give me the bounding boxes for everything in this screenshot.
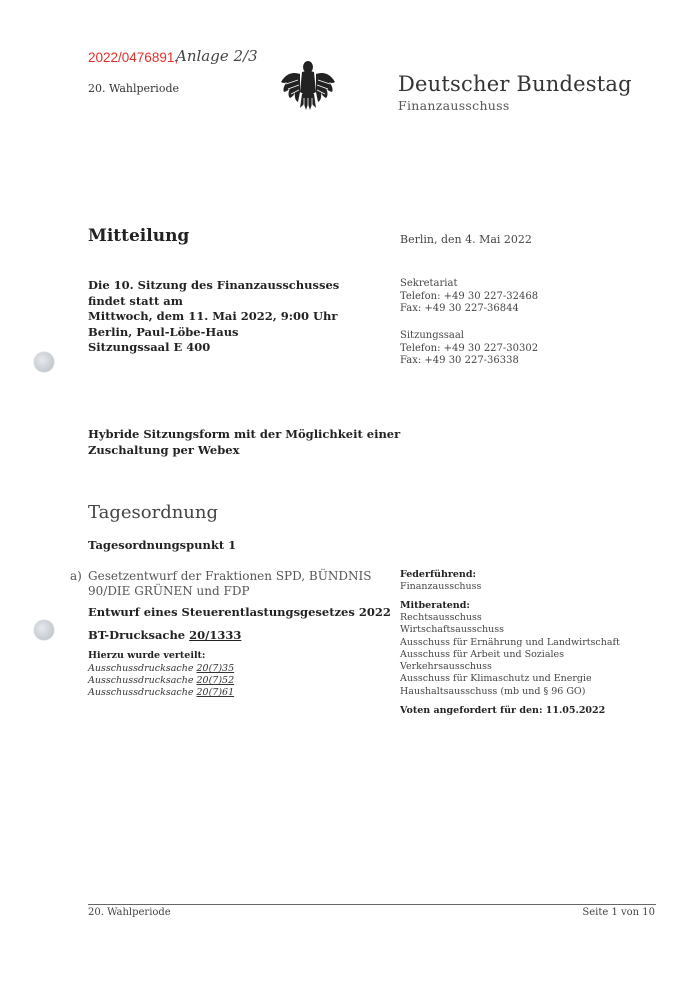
footer-period: 20. Wahlperiode — [88, 907, 171, 918]
bt-drucksache — [88, 628, 241, 642]
distributed-item — [88, 675, 234, 687]
co-committee-item: Ausschuss für Arbeit und Soziales — [400, 648, 565, 660]
punch-hole — [34, 352, 54, 372]
room-phone: Telefon: +49 30 227-30302 — [400, 342, 539, 354]
distributed-ref-link[interactable]: 20(7)61 — [196, 687, 235, 698]
notice-date: Berlin, den 4. Mai 2022 — [400, 233, 532, 246]
bt-drucksache-label: BT-Drucksache — [88, 628, 186, 642]
distributed-prefix: Ausschussdrucksache — [88, 663, 194, 674]
period-label: 20. Wahlperiode — [88, 82, 180, 95]
agenda-item-line: Gesetzentwurf der Fraktionen SPD, BÜNDNIS — [88, 569, 372, 583]
distributed-prefix: Ausschussdrucksache — [88, 687, 194, 698]
agenda-item-heading: Tagesordnungspunkt 1 — [88, 538, 237, 552]
secretariat-label: Sekretariat — [400, 278, 458, 289]
distributed-item — [88, 687, 234, 699]
distributed-list — [88, 663, 234, 699]
secretariat-fax: Fax: +49 30 227-36844 — [400, 303, 519, 314]
agenda-item-title: Entwurf eines Steuerentlastungsgesetzes 2022 — [88, 605, 391, 619]
federal-eagle-icon — [278, 58, 338, 114]
session-line: Die 10. Sitzung des Finanzausschusses — [88, 278, 340, 292]
stamp-number: 2022/0476891, — [88, 50, 179, 65]
session-line: Sitzungssaal E 400 — [88, 340, 211, 354]
stamp-handwritten-annotation: Anlage 2/3 — [176, 47, 258, 65]
agenda-title: Tagesordnung — [88, 502, 219, 523]
bt-drucksache-link[interactable]: 20/1333 — [189, 628, 242, 642]
footer-page-number: Seite 1 von 10 — [582, 907, 655, 918]
co-committee-item: Wirtschaftsausschuss — [400, 624, 505, 636]
room-contact — [400, 330, 538, 368]
distributed-ref-link[interactable]: 20(7)35 — [196, 663, 235, 674]
agenda-item-description — [88, 569, 378, 598]
agenda-item-line: 90/DIE GRÜNEN und FDP — [88, 583, 250, 598]
punch-hole — [34, 620, 54, 640]
co-committees-list — [400, 612, 620, 698]
distributed-ref-link[interactable]: 20(7)52 — [196, 675, 235, 686]
secretariat-contact — [400, 278, 538, 316]
distributed-item — [88, 663, 234, 675]
co-committees-label: Mitberatend: — [400, 600, 470, 611]
distributed-label: Hierzu wurde verteilt: — [88, 650, 206, 661]
lead-committee: Finanzausschuss — [400, 581, 482, 592]
distributed-prefix: Ausschussdrucksache — [88, 675, 194, 686]
agenda-item-marker: a) — [70, 569, 82, 583]
hybrid-line: Zuschaltung per Webex — [88, 442, 240, 457]
notice-heading: Mitteilung — [88, 226, 190, 246]
session-line: findet statt am — [88, 293, 183, 308]
session-details — [88, 278, 339, 356]
co-committee-item: Ausschuss für Klimaschutz und Energie — [400, 673, 592, 685]
org-title: Deutscher Bundestag — [398, 72, 632, 96]
hybrid-session-note — [88, 427, 400, 458]
co-committee-item: Haushaltsausschuss (mb und § 96 GO) — [400, 685, 586, 697]
co-committee-item: Ausschuss für Ernährung und Landwirtschaft — [400, 636, 620, 648]
co-committee-item: Rechtsausschuss — [400, 612, 482, 623]
room-label: Sitzungssaal — [400, 330, 465, 341]
session-line: Berlin, Paul-Löbe-Haus — [88, 324, 239, 339]
session-line: Mittwoch, dem 11. Mai 2022, 9:00 Uhr — [88, 309, 338, 323]
secretariat-phone: Telefon: +49 30 227-32468 — [400, 290, 539, 302]
lead-committee-label: Federführend: — [400, 569, 476, 580]
votes-requested: Voten angefordert für den: 11.05.2022 — [400, 705, 606, 716]
hybrid-line: Hybride Sitzungsform mit der Möglichkeit einer — [88, 427, 401, 441]
footer-divider — [88, 904, 656, 905]
co-committee-item: Verkehrsausschuss — [400, 661, 492, 673]
room-fax: Fax: +49 30 227-36338 — [400, 355, 519, 366]
org-subtitle: Finanzausschuss — [398, 98, 510, 113]
